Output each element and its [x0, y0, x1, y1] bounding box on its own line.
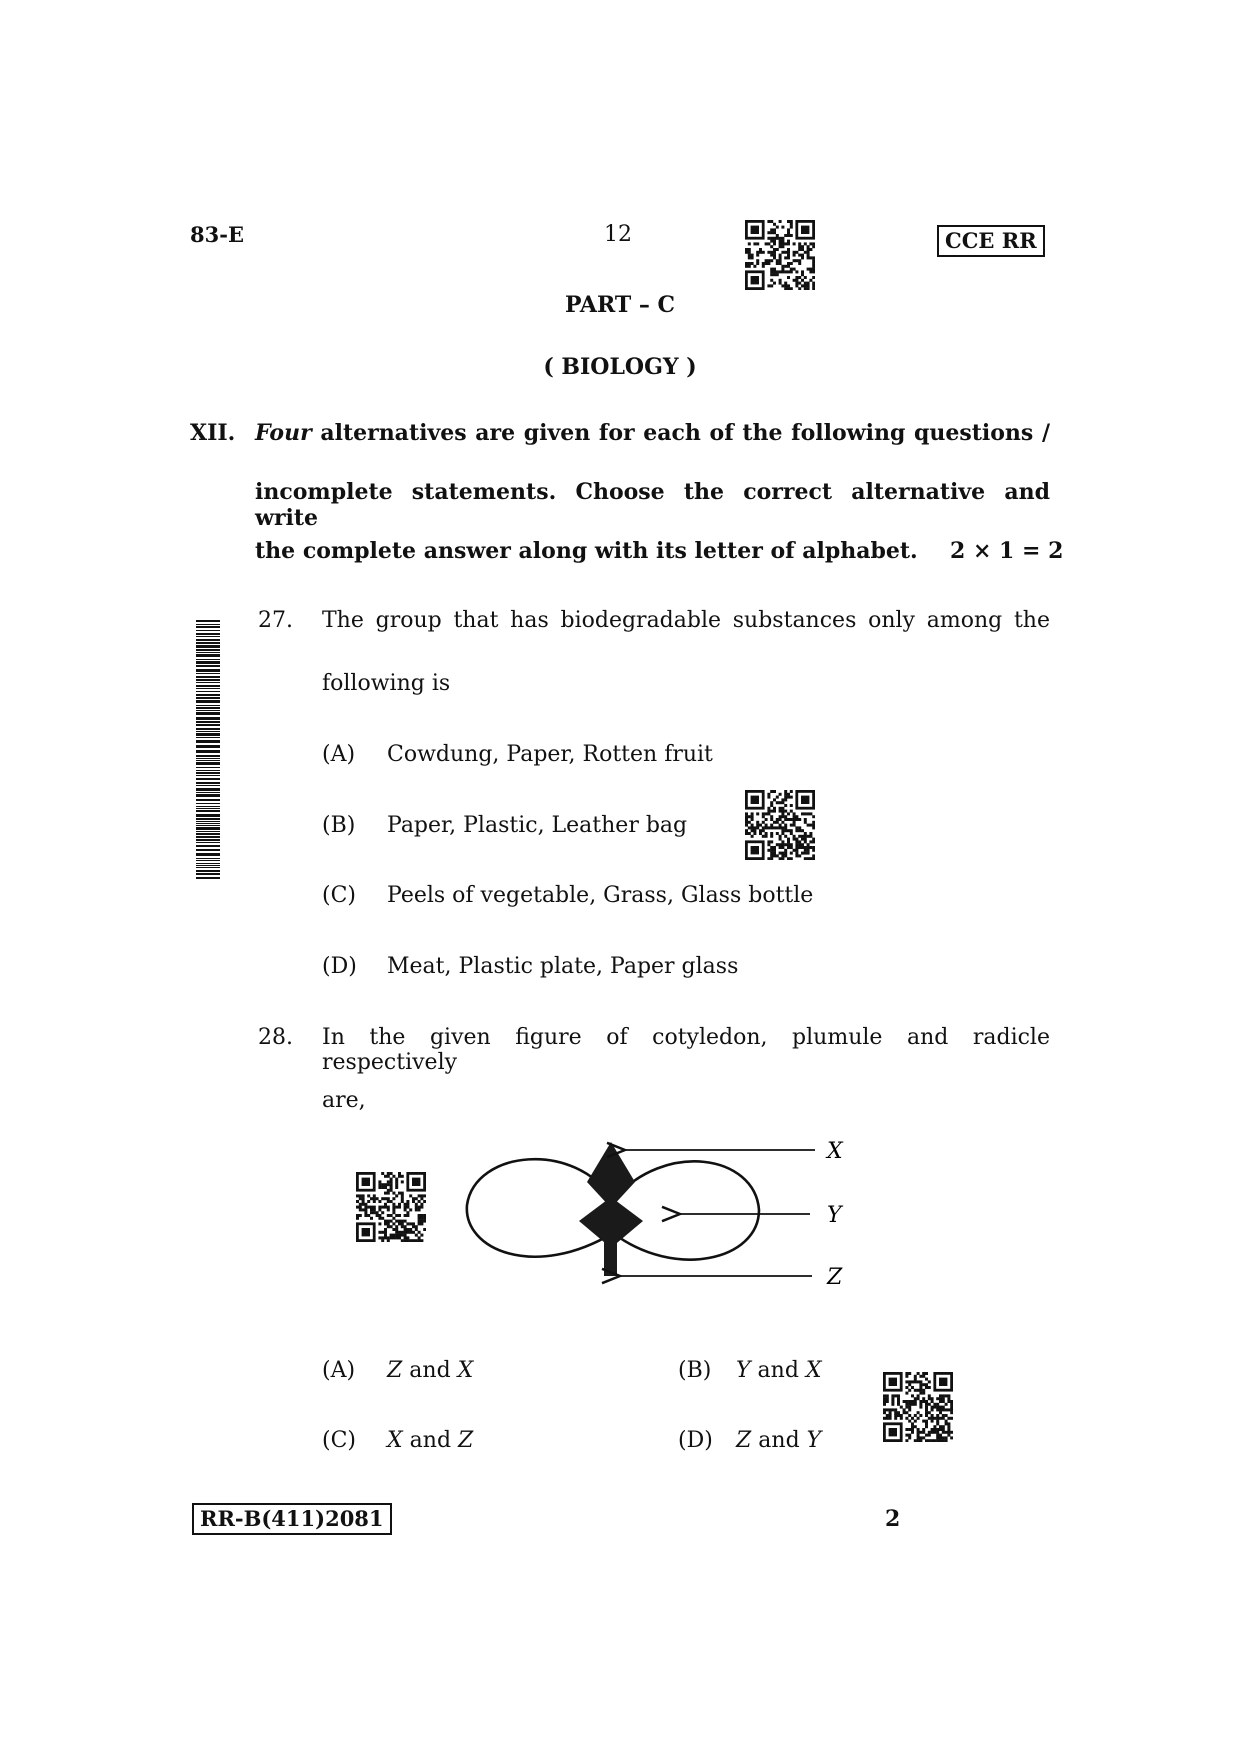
option-letter: (D)	[322, 954, 357, 979]
hypocotyl	[579, 1197, 643, 1248]
option-text: Meat, Plastic plate, Paper glass	[387, 954, 739, 979]
option-letter: (A)	[322, 742, 356, 767]
qr-code-icon	[745, 220, 815, 290]
label-z: Z	[827, 1265, 843, 1290]
instruction-line-2: incomplete statements. Choose the correct alternative and write	[255, 479, 1050, 531]
option-text: Z and Y	[736, 1428, 822, 1453]
question-number-28: 28.	[258, 1025, 293, 1050]
question-27-text-line-1: The group that has biodegradable substances only among the	[322, 608, 1050, 633]
instruction-line-3: the complete answer along with its letter of alphabet.	[255, 538, 918, 564]
barcode-icon	[196, 620, 220, 880]
instruction-emphasis: Four	[255, 420, 312, 446]
footer-code: RR-B(411)2081	[192, 1503, 392, 1535]
option-letter: (B)	[322, 813, 356, 838]
option-text: Z and X	[387, 1358, 474, 1383]
paper-code: 83-E	[190, 222, 244, 247]
option-letter: (C)	[322, 1428, 356, 1453]
question-28-text-line-2: are,	[322, 1088, 366, 1113]
label-x: X	[827, 1139, 843, 1164]
marks: 2 × 1 = 2	[950, 538, 1064, 564]
option-text: Y and X	[736, 1358, 822, 1383]
cotyledon-right	[613, 1161, 759, 1259]
qr-code-icon	[883, 1372, 953, 1442]
part-title: PART – C	[564, 292, 676, 318]
radicle	[604, 1242, 617, 1276]
option-letter: (D)	[678, 1428, 713, 1453]
option-text: X and Z	[387, 1428, 474, 1453]
instruction-line-1: Four alternatives are given for each of the following questions /	[255, 420, 1050, 446]
page-number: 12	[604, 222, 632, 247]
option-letter: (C)	[322, 883, 356, 908]
question-number-27: 27.	[258, 608, 293, 633]
option-text: Cowdung, Paper, Rotten fruit	[387, 742, 713, 767]
label-y: Y	[827, 1203, 842, 1228]
series-box: CCE RR	[937, 225, 1045, 257]
option-letter: (A)	[322, 1358, 356, 1383]
cotyledon-left	[467, 1159, 613, 1257]
question-27-text-line-2: following is	[322, 671, 451, 696]
qr-code-icon	[745, 790, 815, 860]
option-text: Peels of vegetable, Grass, Glass bottle	[387, 883, 814, 908]
footer-page: 2	[885, 1506, 901, 1532]
question-28-text-line-1: In the given figure of cotyledon, plumule and radicle respectively	[322, 1025, 1050, 1075]
option-text: Paper, Plastic, Leather bag	[387, 813, 688, 838]
subject-title: ( BIOLOGY )	[543, 354, 697, 380]
qr-code-icon	[356, 1172, 426, 1242]
option-letter: (B)	[678, 1358, 712, 1383]
seed-diagram	[455, 1130, 875, 1300]
section-number: XII.	[190, 420, 236, 446]
